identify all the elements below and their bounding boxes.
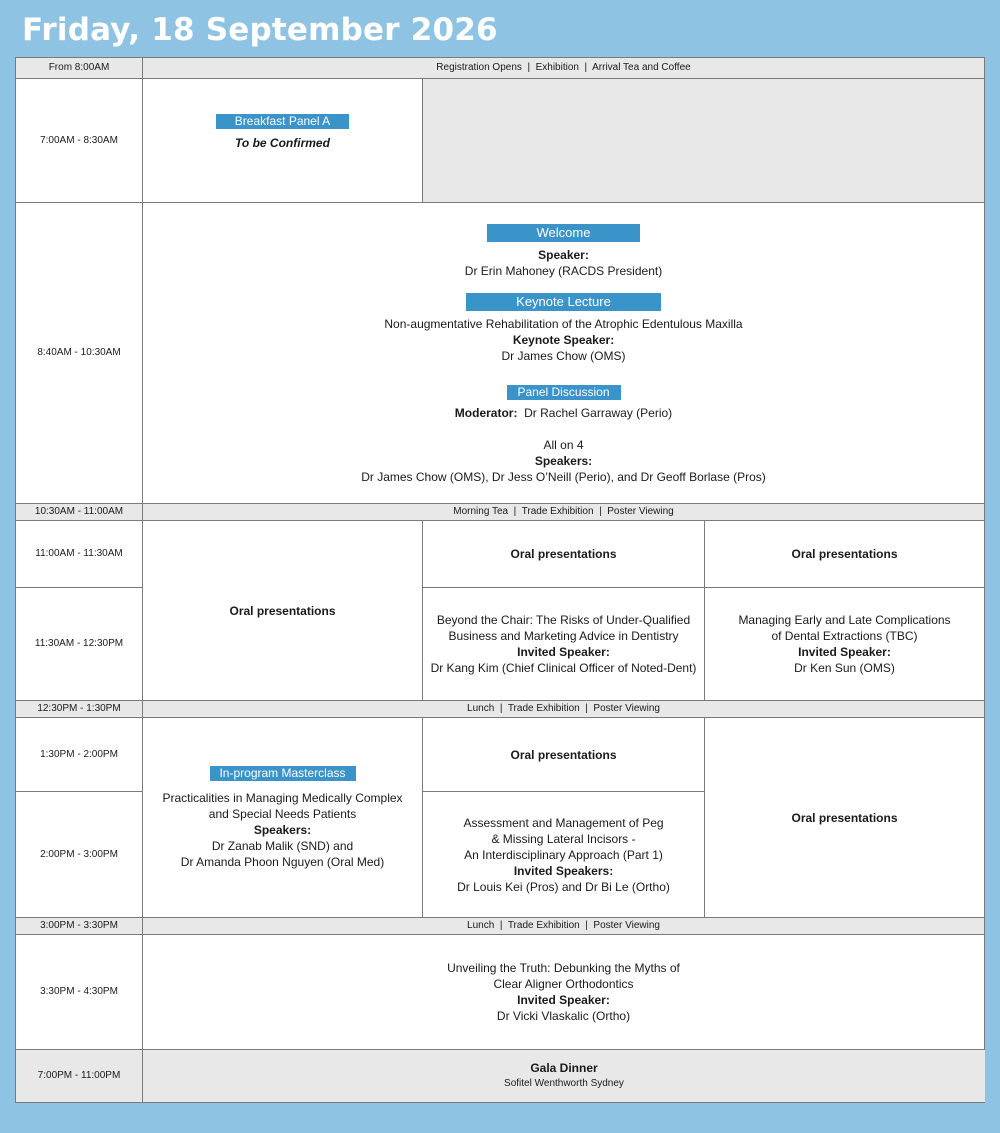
moderator-name: Dr Rachel Garraway (Perio) [524, 406, 673, 420]
time-cell [16, 792, 143, 918]
time-cell [16, 521, 143, 588]
time-label: 12:30PM - 1:30PM [37, 703, 121, 714]
time-label: 10:30AM - 11:00AM [34, 506, 124, 517]
time-cell [16, 203, 143, 504]
time-label: 3:30PM - 4:30PM [40, 986, 118, 997]
oral-presentations-label: Oral presentations [791, 547, 898, 561]
lunch-row [143, 918, 985, 935]
schedule-grid [15, 57, 985, 1103]
session-cell [143, 935, 985, 1050]
oral-presentations-cell [143, 521, 423, 701]
time-label: 7:00AM - 8:30AM [40, 134, 118, 146]
keynote-speaker-label: Keynote Speaker: [512, 333, 615, 347]
oral-presentations-cell [705, 521, 985, 588]
page-title: Friday, 18 September 2026 [22, 12, 498, 48]
masterclass-title: and Special Needs Patients [208, 806, 357, 821]
morning-tea-row [143, 504, 985, 521]
morning-tea-text: Morning Tea | Trade Exhibition | Poster Viewing [453, 506, 674, 517]
session-title: of Dental Extractions (TBC) [771, 629, 918, 643]
to-be-confirmed-text: To be Confirmed [235, 136, 330, 150]
gala-dinner-venue: Sofitel Wenthworth Sydney [504, 1078, 624, 1089]
session-title: Clear Aligner Orthodontics [493, 977, 634, 991]
time-cell [16, 58, 143, 79]
time-label: 11:30AM - 12:30PM [34, 638, 124, 649]
time-cell [16, 588, 143, 701]
session-title: & Missing Lateral Incisors - [491, 831, 636, 846]
time-label: 7:00PM - 11:00PM [37, 1070, 121, 1081]
session-title: An Interdisciplinary Approach (Part 1) [464, 847, 663, 862]
time-cell [16, 935, 143, 1050]
registration-row [143, 58, 985, 79]
panel-discussion-badge: Panel Discussion [507, 385, 621, 400]
welcome-speaker-label: Speaker: [538, 248, 589, 262]
session-cell [423, 792, 705, 918]
invited-speaker: Dr Ken Sun (OMS) [794, 661, 895, 675]
moderator-line [455, 405, 672, 421]
session-cell [705, 588, 985, 701]
invited-speakers: Dr Louis Kei (Pros) and Dr Bi Le (Ortho) [457, 879, 670, 894]
invited-speaker-label: Invited Speaker: [517, 645, 610, 659]
registration-text: Registration Opens | Exhibition | Arrival Tea and Coffee [436, 62, 691, 73]
session-title: Beyond the Chair: The Risks of Under-Qualified [436, 613, 691, 627]
oral-presentations-cell [423, 718, 705, 792]
breakfast-panel-cell [143, 79, 423, 203]
time-label: 11:00AM - 11:30AM [35, 548, 123, 559]
invited-speaker-label: Invited Speaker: [517, 993, 610, 1007]
speaker-name: Dr Amanda Phoon Nguyen (Oral Med) [180, 854, 385, 869]
speaker-name: Dr Zanab Malik (SND) and [211, 838, 354, 853]
time-cell [16, 918, 143, 935]
empty-cell [423, 79, 985, 203]
invited-speaker: Dr Vicki Vlaskalic (Ortho) [496, 1009, 631, 1023]
session-cell [423, 588, 705, 701]
oral-presentations-label: Oral presentations [791, 810, 898, 825]
masterclass-title: Practicalities in Managing Medically Complex [162, 790, 403, 805]
time-label: 1:30PM - 2:00PM [40, 748, 118, 760]
invited-speakers-label: Invited Speakers: [513, 863, 614, 878]
time-cell [16, 79, 143, 203]
lunch-text: Lunch | Trade Exhibition | Poster Viewing [467, 703, 660, 714]
breakfast-panel-badge: Breakfast Panel A [216, 114, 349, 129]
session-title: Unveiling the Truth: Debunking the Myths of [447, 961, 680, 975]
speakers-label: Speakers: [253, 822, 312, 837]
invited-speaker: Dr Kang Kim (Chief Clinical Officer of Noted-Dent) [430, 661, 697, 675]
time-cell [16, 701, 143, 718]
oral-presentations-cell [423, 521, 705, 588]
time-cell [16, 1050, 143, 1102]
time-cell [16, 718, 143, 792]
lunch-text: Lunch | Trade Exhibition | Poster Viewing [467, 920, 660, 931]
lunch-row [143, 701, 985, 718]
session-title: Assessment and Management of Peg [463, 815, 664, 830]
keynote-title: Non-augmentative Rehabilitation of the Atrophic Edentulous Maxilla [384, 317, 743, 331]
gala-dinner-cell [143, 1050, 985, 1102]
gala-dinner-title: Gala Dinner [530, 1061, 598, 1075]
oral-presentations-cell [705, 718, 985, 918]
time-cell [16, 504, 143, 521]
time-label: 8:40AM - 10:30AM [37, 347, 121, 358]
welcome-speaker: Dr Erin Mahoney (RACDS President) [464, 264, 663, 278]
session-title: Managing Early and Late Complications [738, 613, 951, 627]
keynote-badge: Keynote Lecture [466, 293, 661, 311]
oral-presentations-label: Oral presentations [510, 747, 617, 762]
time-label: From 8:00AM [48, 62, 110, 73]
time-label: 3:00PM - 3:30PM [40, 920, 118, 931]
welcome-badge: Welcome [487, 224, 640, 242]
panel-speakers: Dr James Chow (OMS), Dr Jess O’Neill (Perio), and Dr Geoff Borlase (Pros) [361, 470, 766, 484]
oral-presentations-label: Oral presentations [229, 603, 336, 618]
oral-presentations-label: Oral presentations [510, 547, 617, 561]
panel-topic: All on 4 [543, 438, 584, 452]
time-label: 2:00PM - 3:00PM [40, 848, 118, 860]
invited-speaker-label: Invited Speaker: [798, 645, 891, 659]
keynote-speaker: Dr James Chow (OMS) [501, 349, 626, 363]
session-title: Business and Marketing Advice in Dentistry [448, 629, 679, 643]
panel-speakers-label: Speakers: [534, 454, 593, 468]
masterclass-badge: In-program Masterclass [210, 766, 356, 781]
welcome-keynote-cell [143, 203, 985, 504]
masterclass-cell [143, 718, 423, 918]
moderator-label: Moderator: [454, 406, 518, 420]
